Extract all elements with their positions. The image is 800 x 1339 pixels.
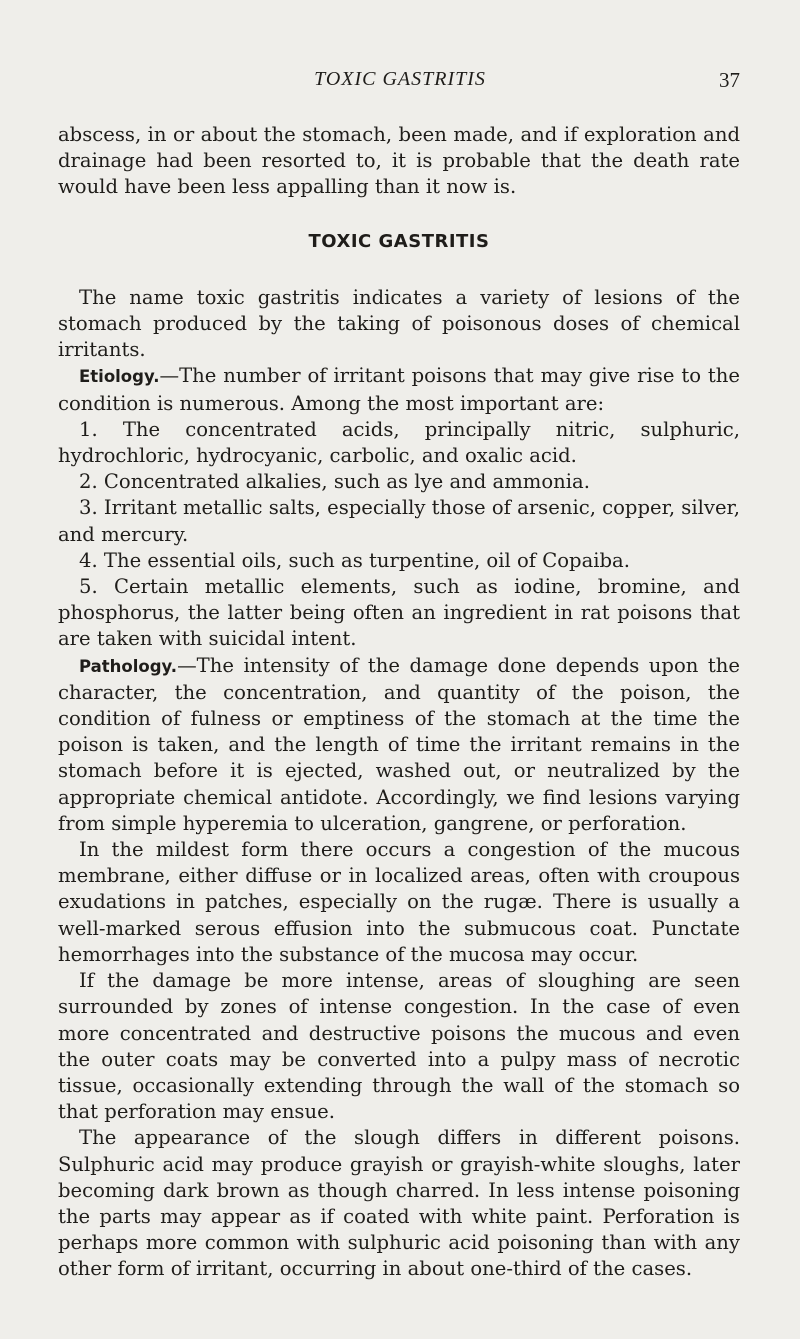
etiology-label: Etiology. — [79, 367, 160, 387]
section-heading: TOXIC GASTRITIS — [308, 230, 490, 252]
page-body — [58, 122, 740, 1283]
page-number: 37 — [719, 68, 740, 92]
intro-paragraph: The name toxic gastritis indicates a variety of lesions of the stomach produced by the taking of poisonous doses of chemical irritants. — [58, 285, 740, 362]
etiology-item-3: 3. Irritant metallic salts, especially those of arsenic, copper, silver, and mercury. — [58, 496, 740, 546]
etiology-item-4: 4. The essential oils, such as turpentine, oil of Copaiba. — [79, 548, 630, 572]
etiology-item-1: 1. The concentrated acids, principally nitric, sulphuric, hydrochloric, hydrocyanic, carbolic, and oxalic acid. — [58, 417, 740, 468]
etiology-paragraph — [58, 363, 740, 416]
pathology-paragraph — [58, 653, 740, 837]
pathology-paragraph-slough: The appearance of the slough differs in different poisons. Sulphuric acid may produce grayish or grayish-white sloughs, later becoming dark brown as though charred. In less intense poisoning the parts may appear as if coated with white paint. Perforation is perhaps more common with sulphuric acid poisoning than with any other form of irritant, occurring in about one-third of the cases. — [58, 1126, 740, 1281]
etiology-text: —The number of irritant poisons that may give rise to the condition is numerous. Among the most important are: — [58, 364, 740, 415]
pathology-text: —The intensity of the damage done depends upon the character, the concentration, and quantity of the poison, the condition of fulness or emptiness of the stomach at the time the poison is taken, and the length of time the irritant remains in the stomach before it is ejected, washed out, or neutralized by the appropriate chemical antidote. Accordingly, we find lesions varying from simple hyperemia to ulceration, gangrene, or perforation. — [58, 653, 740, 835]
etiology-item-5: 5. Certain metallic elements, such as iodine, bromine, and phosphorus, the latter being often an ingredient in rat poisons that are taken with suicidal intent. — [58, 575, 740, 651]
running-head — [60, 68, 740, 98]
running-title: TOXIC GASTRITIS — [314, 68, 486, 90]
pathology-label: Pathology. — [79, 656, 178, 676]
pathology-paragraph-mildest: In the mildest form there occurs a congestion of the mucous membrane, either diffuse or in localized areas, often with croupous exudations in patches, especially on the rugæ. There is usually a well-marked serous effusion into the submucous coat. Punctate hemorrhages into the substance of the mucosa may occur. — [58, 838, 740, 966]
pathology-paragraph-intense: If the damage be more intense, areas of sloughing are seen surrounded by zones of intense congestion. In the case of even more concentrated and destructive poisons the mucous and even the outer coats may be converted into a pulpy mass of necrotic tissue, occasionally extending through the wall of the stomach so that perforation may ensue. — [58, 969, 740, 1124]
opening-paragraph: abscess, in or about the stomach, been made, and if exploration and drainage had been resorted to, it is probable that the death rate would have been less appalling than it now is. — [58, 123, 740, 199]
etiology-item-2: 2. Concentrated alkalies, such as lye and ammonia. — [79, 470, 590, 494]
